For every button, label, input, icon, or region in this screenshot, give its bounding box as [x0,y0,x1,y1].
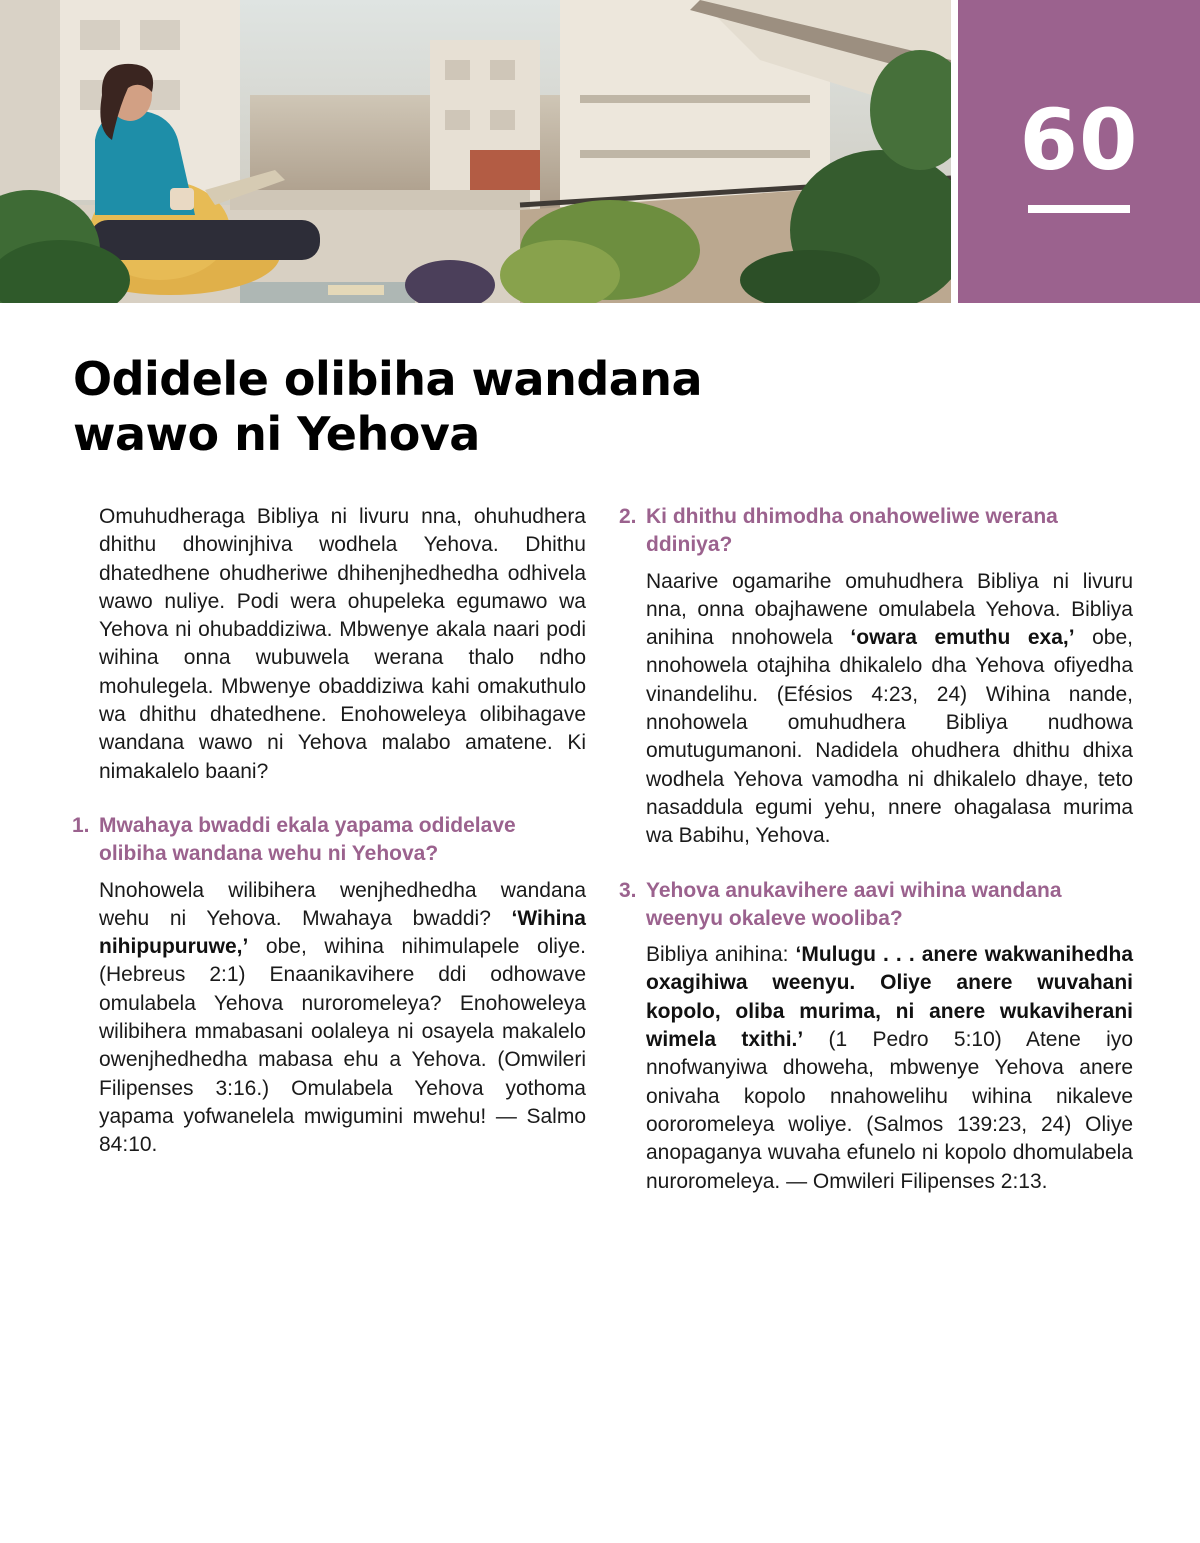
answer-quote: ‘Mulugu . . . anere wakwanihedha oxagihiwa weenyu. Oliye anere wuvahani kopolo, oliba murima, ni anere wukaviherani wimela txithi.’ [646,943,1133,1052]
question-2 [619,503,1133,560]
lesson-number-box [958,0,1200,303]
intro-paragraph: Omuhudheraga Bibliya ni livuru nna, ohuhudhera dhithu dhowinjhiva wodhela Yehova. Dhithu dhatedhene ohudheriwe dhihenjhedhedha odhivela wawo nuliye. Podi wera ohupeleka egumawo wa Yehova ni ohubaddiziwa. Mbwenye akala naari podi wihina onna wubuwela werana thalo ndho mohulegela. Mbwenye obaddiziwa kahi omakuthulo wa dhithu dhatedhene. Enohoweleya olibihagave wandana wawo ni Yehova malabo amatene. Ki nimakalelo baani? [99,505,586,783]
question-number: 2. [619,505,637,528]
title-line-1: Odidele olibiha wandana [73,352,703,406]
answer-2 [619,568,1133,851]
question-text: Mwahaya bwaddi ekala yapama odidelave olibiha wandana wehu ni Yehova? [99,813,516,866]
answer-text: obe, nnohowela otajhiha dhikalelo dha Yehova ofiyedha vinandelihu. (Efésios 4:23, 24) Wihina nande, nnohowela omuhudhera Bibliya nudhowa omutugumanoni. Nadidela ohudhera dhithu dhixa wodhela Yehova vamodha ni dhikalelo dhaye, teto nasaddula egumi yehu, nnere ohagalasa murima wa Babihu, Yehova. [646,626,1133,848]
answer-text: obe, wihina nihimulapele oliye. (Hebreus 2:1) Enaanikavihere ddi odhowave omulabela Yehova nuroromeleya? Enohoweleya wilibihera mmabasani oolaleya ni osayela makalelo owenjhedhedha mabasa ehu a Yehova. (Omwileri Filipenses 3:16.) Omulabela Yehova yothoma yapama yofwanelela mwigumini mwehu! — Salmo 84:10. [99,935,586,1157]
lesson-title [73,352,833,462]
answer-quote: ‘Wihina nihipupuruwe,’ [99,906,586,959]
question-text: Yehova anukavihere aavi wihina wandana weenyu okaleve wooliba? [646,878,1062,930]
lesson-number: 60 [1019,91,1139,189]
right-column [619,503,1133,1196]
answer-3 [619,941,1133,1196]
lesson-number-underline [1028,205,1130,213]
question-1 [72,812,586,869]
answer-1 [72,877,586,1160]
answer-text: Nnohowela wilibihera wenjhedhedha wandana wehu ni Yehova. Mwahaya bwaddi? [99,878,586,930]
question-number: 1. [72,813,90,837]
answer-text: (1 Pedro 5:10) Atene iyo nnofwanyiwa dhoweha, mbwenye Yehova anere onivaha kopolo nnahowelihu wihina nikaleve oororomeleya woliye. (Salmos 139:23, 24) Oliye anopaganya wuvaha efunelo ni kopolo dhomulabela nuroromeleya. — Omwileri Filipenses 2:13. [646,1028,1134,1193]
question-3 [619,877,1133,934]
title-line-2: wawo ni Yehova [73,407,480,461]
answer-quote: ‘owara emuthu exa,’ [850,626,1075,650]
left-column [72,503,586,1160]
question-number: 3. [619,878,637,902]
answer-text: Bibliya anihina: [646,943,796,967]
hero-photo [0,0,951,303]
woman-reading-bible-on-balcony-photo-icon [0,0,951,303]
question-text: Ki dhithu dhimodha onahoweliwe werana ddiniya? [646,505,1058,557]
answer-text: Naarive ogamarihe omuhudhera Bibliya ni livuru nna, onna obajhawene omulabela Yehova. Bibliya anihina nnohowela [646,569,1133,650]
